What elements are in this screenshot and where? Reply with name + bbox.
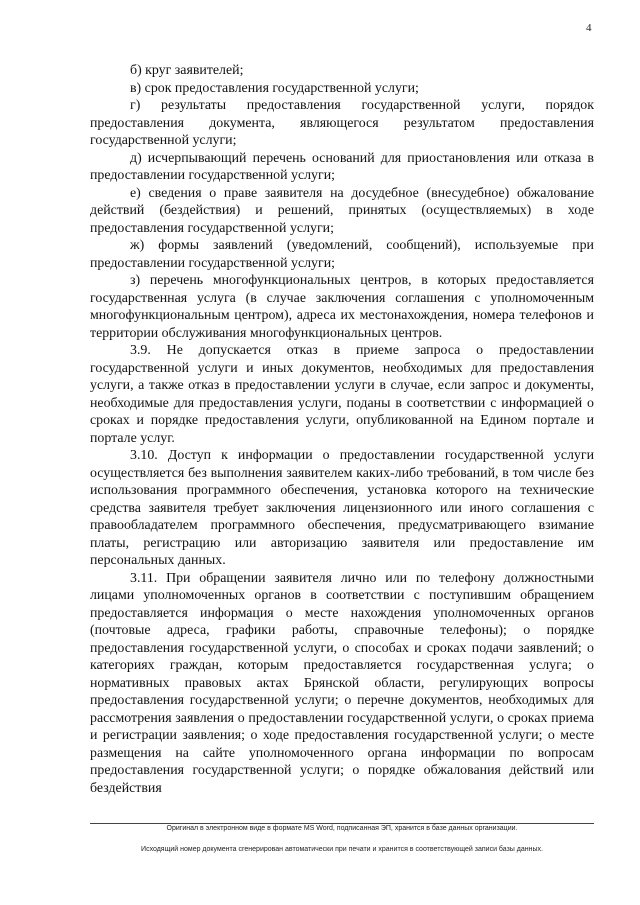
document-body	[90, 62, 594, 797]
page-number: 4	[586, 22, 592, 34]
paragraph-item-zh: ж) формы заявлений (уведомлений, сообщений), используемые при предоставлении государственной услуги;	[90, 238, 594, 271]
paragraph-3-10: 3.10. Доступ к информации о предоставлении государственной услуги осуществляется без выполнения заявителем каких-либо требований, в том числе без использования программного обеспечения, установка которого на технические средства заявителя требует заключения лицензионного или иного соглашения с правообладателем программного обеспечения, предусматривающего взимание платы, регистрацию или авторизацию заявителя или предоставление им персональных данных.	[90, 448, 594, 568]
paragraph-item-z: з) перечень многофункциональных центров, в которых предоставляется государственная услуга (в случае заключения соглашения с уполномоченным многофункциональным центром), адреса их местонахождения, номера телефонов и территории обслуживания многофункциональных центров.	[90, 273, 594, 341]
footer-divider	[90, 823, 594, 824]
paragraph-item-e: е) сведения о праве заявителя на досудебное (внесудебное) обжалование действий (бездействия) и решений, принятых (осуществляемых) в ходе предоставления государственной услуги;	[90, 185, 594, 236]
paragraph-item-d: д) исчерпывающий перечень оснований для приостановления или отказа в предоставлении государственной услуги;	[90, 150, 594, 183]
footer-original-note: Оригинал в электронном виде в формате MS Word, подписанная ЭП, хранится в базе данных организации.	[166, 825, 518, 832]
paragraph-3-11: 3.11. При обращении заявителя лично или по телефону должностными лицами уполномоченных органов в соответствии с поступившим обращением предоставляется информация о месте нахождения уполномоченных органов (почтовые адреса, графики работы, справочные телефоны); о порядке предоставления государственной услуги, о способах и сроках подачи заявлений; о категориях граждан, которым предоставляется государственная услуга; о нормативных правовых актах Брянской области, регулирующих вопросы предоставления государственной услуги; о перечне документов, необходимых для рассмотрения заявления о предоставлении государственной услуги, о сроках приема и регистрации заявления; о ходе предоставления государственной услуги; о месте размещения на сайте уполномоченного органа информации по вопросам предоставления государственной услуги; о порядке обжалования действий или бездействия	[90, 570, 594, 796]
paragraph-item-v: в) срок предоставления государственной услуги;	[130, 80, 419, 96]
footer-outgoing-number-note: Исходящий номер документа сгенерирован автоматически при печати и хранится в соответствующей записи базы данных.	[141, 846, 543, 853]
paragraph-3-9: 3.9. Не допускается отказ в приеме запроса о предоставлении государственной услуги и иных документов, необходимых для предоставления услуги, а также отказ в предоставлении услуги в случае, если запрос и документы, необходимые для предоставления услуги, поданы в соответствии с информацией о сроках и порядке предоставления услуги, опубликованной на Едином портале и портале услуг.	[90, 343, 594, 446]
paragraph-item-b: б) круг заявителей;	[130, 63, 244, 78]
paragraph-item-g: г) результаты предоставления государственной услуги, порядок предоставления документа, являющегося результатом предоставления государственной услуги;	[90, 98, 594, 148]
